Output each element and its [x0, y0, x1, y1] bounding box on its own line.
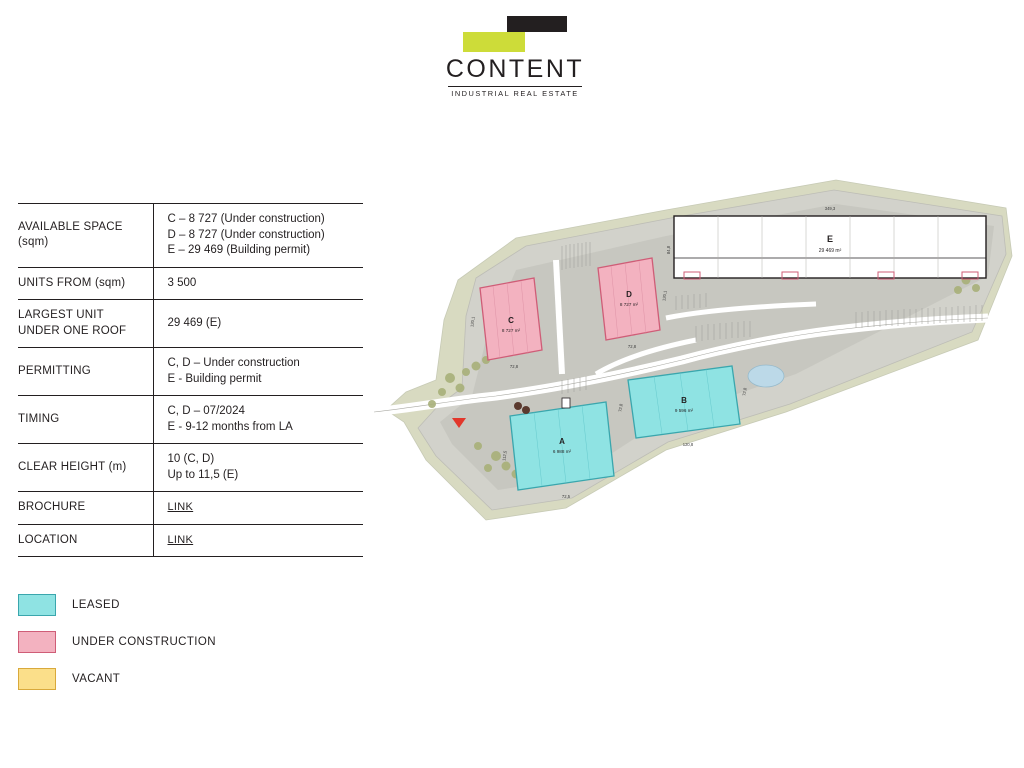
legend-item-vacant: [18, 660, 216, 697]
building-dim-B-width: 120,8: [682, 442, 694, 447]
spec-key-brochure: BROCHURE: [18, 492, 153, 525]
building-dim-D-width: 72,8: [627, 344, 637, 349]
spec-value-permitting: C, D – Under construction E - Building permit: [153, 348, 363, 396]
spec-key-location: LOCATION: [18, 524, 153, 557]
spec-value-available-space: C – 8 727 (Under construction) D – 8 727 (Under construction) E – 29 469 (Building permit): [153, 204, 363, 268]
legend-item-leased: [18, 586, 216, 623]
pond: [748, 365, 784, 387]
spec-key-timing: TIMING: [18, 396, 153, 444]
building-label-A: A: [559, 437, 565, 446]
spec-value-location: [153, 524, 363, 557]
spec-key-clear-height: CLEAR HEIGHT (m): [18, 444, 153, 492]
building-dim-C-length: 120,1: [469, 316, 476, 328]
logo-name: CONTENT: [445, 55, 585, 83]
building-label-E: E: [826, 234, 834, 244]
legend-label-vacant: VACANT: [72, 672, 121, 685]
legend: [18, 586, 216, 697]
spec-value-largest-unit: 29 469 (E): [153, 300, 363, 348]
specification-table: [18, 203, 363, 557]
location-link[interactable]: LINK: [167, 533, 194, 546]
table-row: [18, 204, 363, 268]
legend-swatch-vacant: [18, 668, 56, 690]
legend-swatch-leased: [18, 594, 56, 616]
logo-mark-icon: [463, 16, 567, 52]
table-row: [18, 396, 363, 444]
building-area-A: 6 988 m²: [552, 449, 572, 454]
table-row: [18, 267, 363, 300]
spec-key-largest-unit: LARGEST UNIT UNDER ONE ROOF: [18, 300, 153, 348]
building-label-B: B: [681, 396, 687, 405]
legend-label-leased: LEASED: [72, 598, 120, 611]
building-dim-B-left: 72,8: [617, 403, 624, 413]
table-row: [18, 300, 363, 348]
spec-value-timing: C, D – 07/2024 E - 9-12 months from LA: [153, 396, 363, 444]
building-dim-A-width: 72,5: [561, 494, 571, 499]
building-E[interactable]: [666, 206, 986, 279]
building-area-C: 8 727 m²: [501, 328, 521, 333]
legend-label-under-construction: UNDER CONSTRUCTION: [72, 635, 216, 648]
site-plan-map: [366, 160, 1016, 580]
spec-value-brochure: [153, 492, 363, 525]
building-dim-B-right: 72,8: [741, 387, 748, 397]
building-area-B: 9 596 m²: [674, 408, 694, 413]
logo-divider: [448, 86, 582, 87]
building-area-D: 8 727 m²: [619, 302, 639, 307]
building-dim-C-width: 72,8: [509, 364, 519, 369]
building-label-C: C: [508, 316, 514, 325]
building-dim-A-length: 112,5: [501, 450, 508, 462]
spec-key-available-space: AVAILABLE SPACE (sqm): [18, 204, 153, 268]
company-logo: [440, 16, 590, 98]
logo-subtitle: INDUSTRIAL REAL ESTATE: [451, 89, 579, 99]
building-area-E: 29 469 m²: [818, 248, 842, 254]
table-row: [18, 524, 363, 557]
building-dim-E-width: 84,8: [666, 245, 671, 255]
spec-key-permitting: PERMITTING: [18, 348, 153, 396]
legend-swatch-under-construction: [18, 631, 56, 653]
building-dim-D-length: 120,1: [661, 290, 668, 302]
legend-item-under-construction: [18, 623, 216, 660]
building-label-D: D: [626, 290, 632, 299]
spec-value-clear-height: 10 (C, D) Up to 11,5 (E): [153, 444, 363, 492]
table-row: [18, 492, 363, 525]
table-row: [18, 348, 363, 396]
table-row: [18, 444, 363, 492]
building-dim-E-length: 349,3: [824, 206, 836, 211]
brochure-link[interactable]: LINK: [167, 501, 194, 514]
spec-value-units-from: 3 500: [153, 267, 363, 300]
spec-key-units-from: UNITS FROM (sqm): [18, 267, 153, 300]
